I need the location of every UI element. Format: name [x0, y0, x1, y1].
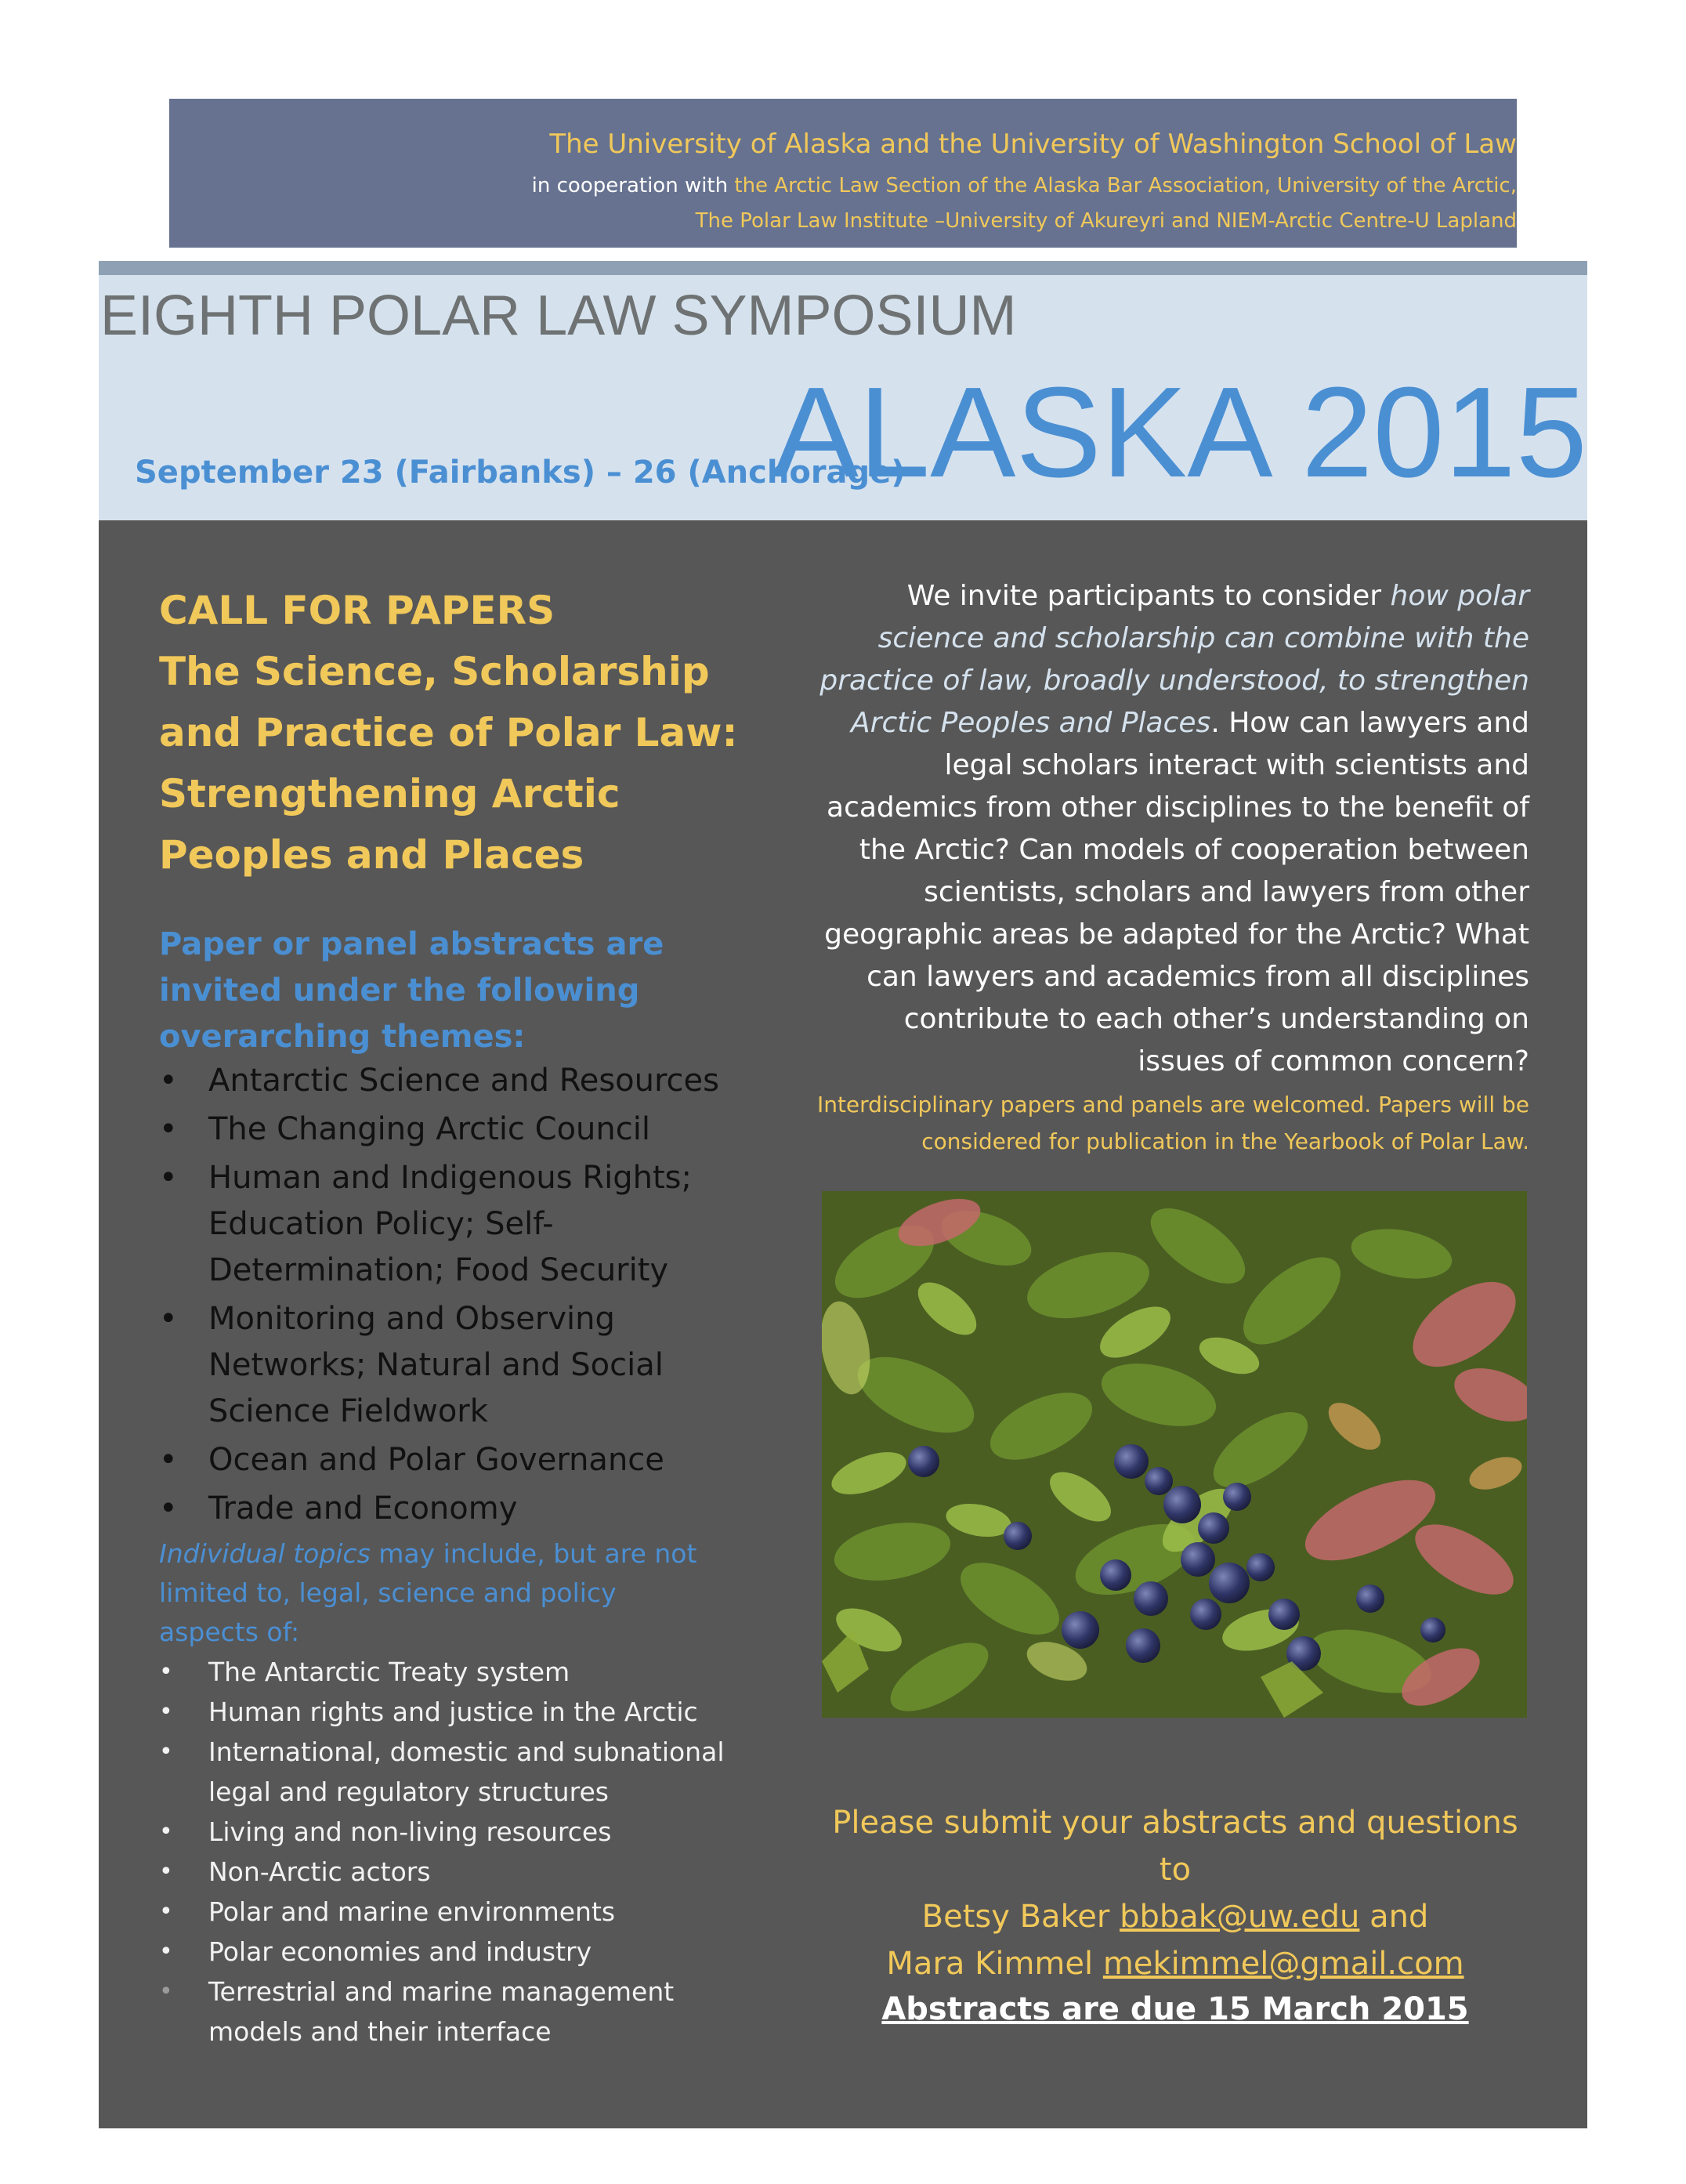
list-item: • Polar economies and industry: [159, 1932, 739, 1972]
email-link-betsy[interactable]: bbbak@uw.edu: [1120, 1899, 1360, 1935]
list-item: • Monitoring and Observing Networks; Natural and Social Science Fieldwork: [159, 1296, 739, 1435]
list-item: • The Changing Arctic Council: [159, 1106, 739, 1153]
list-item: • Trade and Economy: [159, 1486, 739, 1532]
bullet-icon: •: [159, 1301, 178, 1337]
blueberry-photo-illustration: [822, 1191, 1527, 1718]
bullet-icon: •: [159, 1160, 178, 1196]
invite-italic: how polar science and scholarship can combine with the practice of law, broadly understood, to strengthen Arctic Peoples and Places: [819, 580, 1529, 739]
banner-institutes: The Polar Law Institute –University of Akureyri and NIEM-Arctic Centre-U Lapland: [695, 209, 1517, 233]
invitation-text: [815, 575, 1529, 1083]
submission-intro: Please submit your abstracts and questions to: [832, 1805, 1518, 1888]
deadline-notice: [815, 1987, 1536, 2031]
list-item: • Living and non-living resources: [159, 1812, 739, 1852]
cfp-heading: CALL FOR PAPERS: [159, 588, 555, 633]
invite-rest: . How can lawyers and legal scholars interact with scientists and academics from other disciplines to the benefit of the Arctic? Can models of cooperation between scientists, scholars and lawyers from other geographic areas be adapted for the Arctic? What can lawyers and academics from all disciplines contribute to each other’s understanding on issues of common concern?: [824, 707, 1529, 1078]
list-item: • Ocean and Polar Governance: [159, 1437, 739, 1483]
bullet-icon: •: [159, 1698, 173, 1726]
list-item: • Non-Arctic actors: [159, 1852, 739, 1892]
banner-cooperation-orgs: the Arctic Law Section of the Alaska Bar Association, University of the Arctic,: [734, 174, 1517, 197]
cfp-subtitle: The Science, Scholarship and Practice of Polar Law: Strengthening Arctic Peoples and Places: [159, 649, 738, 878]
bullet-icon: •: [159, 1658, 173, 1686]
list-item: • Human rights and justice in the Arctic: [159, 1692, 739, 1732]
bullet-icon: •: [159, 1978, 173, 2005]
list-item: • Polar and marine environments: [159, 1892, 739, 1932]
banner-cooperation: [532, 174, 1517, 197]
list-item: • Human and Indigenous Rights; Education Policy; Self-Determination; Food Security: [159, 1155, 739, 1294]
bullet-icon: •: [159, 1063, 178, 1099]
topics-intro-italic: Individual topics: [159, 1538, 371, 1569]
bullet-icon: •: [159, 1442, 178, 1478]
themes-list: [159, 1058, 739, 1534]
submission-info: [815, 1799, 1536, 1987]
list-item: • International, domestic and subnational legal and regulatory structures: [159, 1732, 739, 1812]
list-item: • The Antarctic Treaty system: [159, 1652, 739, 1692]
bullet-icon: •: [159, 1818, 173, 1845]
event-dates: September 23 (Fairbanks) – 26 (Anchorage): [135, 455, 906, 491]
event-location-year: ALASKA 2015: [772, 360, 1587, 504]
interdisciplinary-note: Interdisciplinary papers and panels are welcomed. Papers will be considered for publication in the Yearbook of Polar Law.: [816, 1092, 1529, 1154]
email-link-mara[interactable]: mekimmel@gmail.com: [1102, 1946, 1464, 1982]
themes-intro: Paper or panel abstracts are invited under the following overarching themes:: [159, 926, 664, 1055]
bullet-icon: •: [159, 1111, 178, 1147]
sponsor-banner: [169, 99, 1517, 248]
list-item: • Terrestrial and marine management models and their interface: [159, 1972, 739, 2052]
bullet-icon: •: [159, 1490, 178, 1527]
list-item: • Antarctic Science and Resources: [159, 1058, 739, 1104]
topics-intro-rest: may include, but are not limited to, legal, science and policy aspects of:: [159, 1538, 697, 1647]
banner-hosts: The University of Alaska and the University of Washington School of Law: [549, 129, 1517, 160]
bullet-icon: •: [159, 1938, 173, 1965]
bullet-icon: •: [159, 1898, 173, 1925]
bullet-icon: •: [159, 1738, 173, 1766]
contact-2: Mara Kimmel mekimmel@gmail.com: [886, 1946, 1464, 1982]
banner-cooperation-prefix: in cooperation with: [531, 174, 735, 197]
contact-1: Betsy Baker bbbak@uw.edu and: [921, 1899, 1429, 1935]
blueberry-photo: [822, 1191, 1527, 1718]
topics-intro: [159, 1534, 723, 1652]
call-for-papers: [159, 580, 801, 886]
event-title: EIGHTH POLAR LAW SYMPOSIUM: [100, 284, 1017, 347]
deadline-text: Abstracts are due 15 March 2015: [881, 1991, 1469, 2027]
invite-lead: We invite participants to consider: [906, 580, 1391, 612]
header-rule: [99, 261, 1587, 275]
bullet-icon: •: [159, 1858, 173, 1885]
topics-list: [159, 1652, 739, 2052]
